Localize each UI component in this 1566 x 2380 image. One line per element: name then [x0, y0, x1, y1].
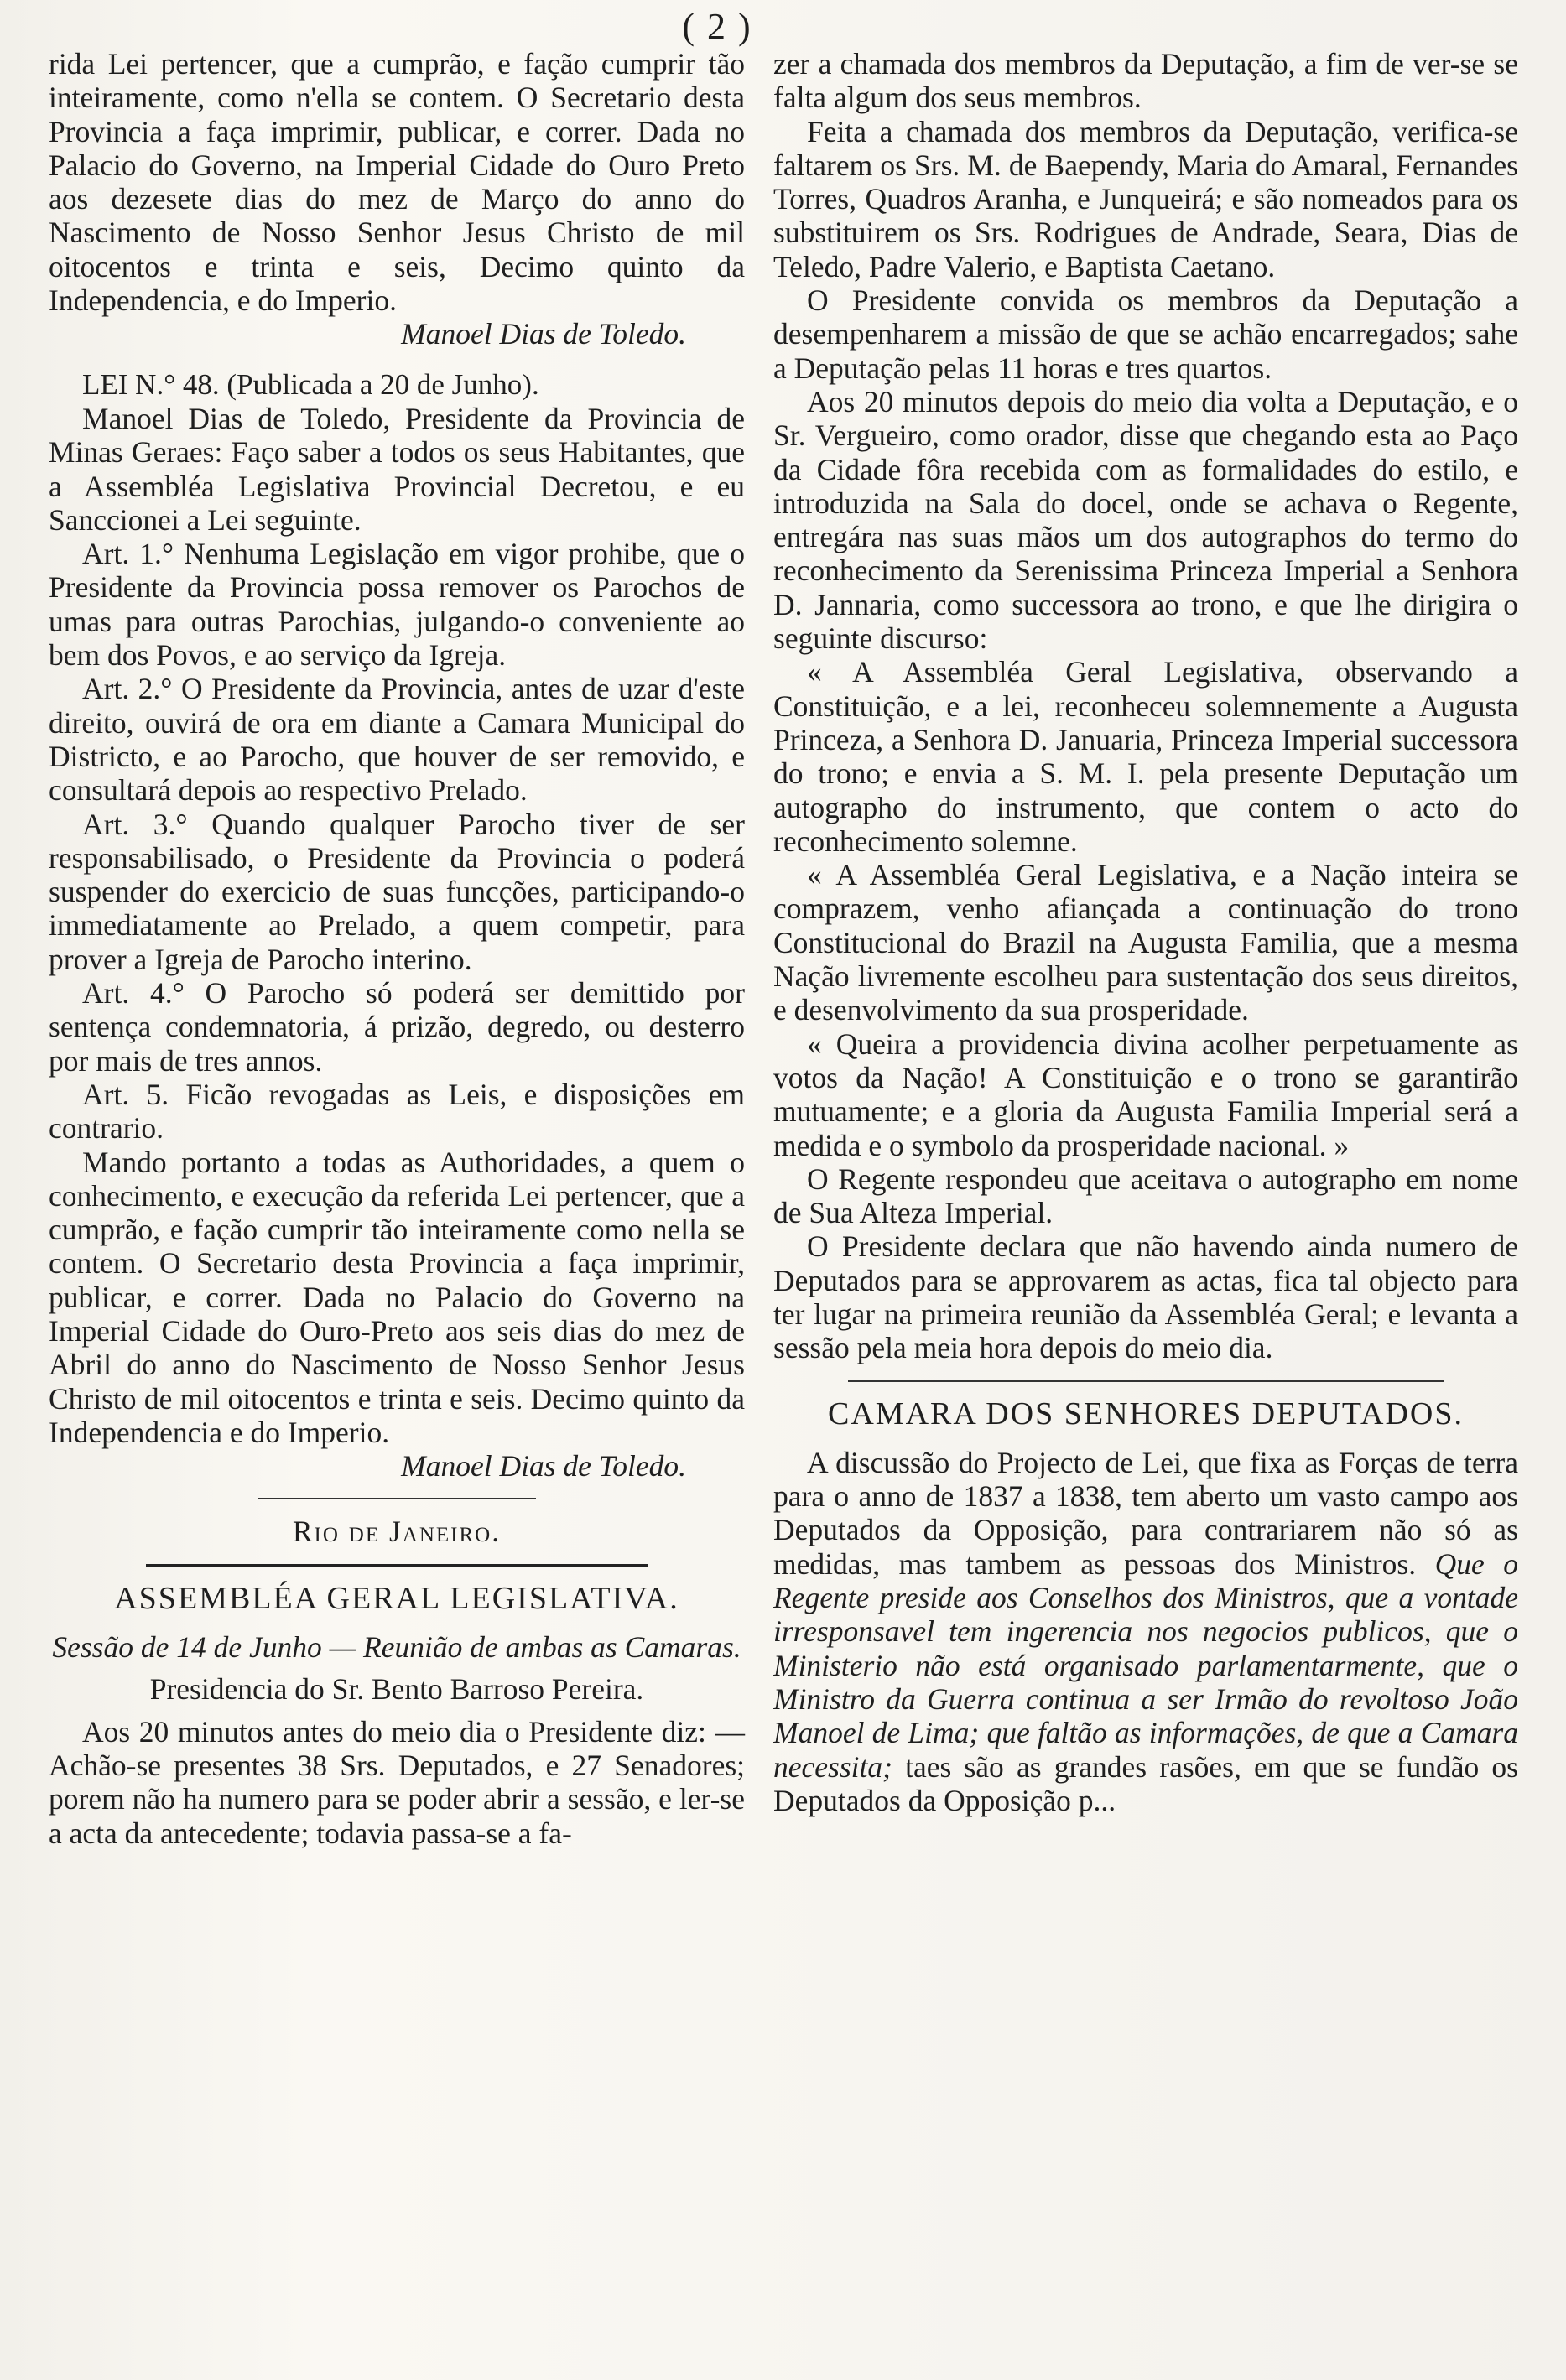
- quotation-paragraph: « Queira a providencia divina acolher perpetuamente as votos da Nação! A Constituição e o trono se garantirão mutuamente; e a gloria da Augusta Familia Imperial será a medida e o symbolo da prosperidade nacional. »: [773, 1026, 1518, 1162]
- paragraph: O Regente respondeu que aceitava o autographo em nome de Sua Alteza Imperial.: [773, 1161, 1518, 1230]
- page-number: ( 2 ): [682, 6, 752, 47]
- quotation-paragraph: « A Assembléa Geral Legislativa, observando a Constituição, e a lei, reconheceu solemnemente a Augusta Princeza, a Senhora D. Januaria, Princeza Imperial successora do trono; e envia a S. M. I. pela presente Deputação um autographo do instrumento, que contem o acto do reconhecimento solemne.: [773, 655, 1518, 858]
- paragraph: Aos 20 minutos depois do meio dia volta a Deputação, e o Sr. Vergueiro, como orador, disse que chegando esta ao Paço da Cidade fôra recebida com as formalidades do estilo, e introduzida na Sala do docel, onde se achava o Regente, entregára nas suas mãos um dos autographos do termo do reconhecimento da Serenissima Princeza Imperial a Senhora D. Jannaria, como successora ao trono, e que lhe dirigira o seguinte discurso:: [773, 384, 1518, 656]
- section-title: CAMARA DOS SENHORES DEPUTADOS.: [828, 1395, 1464, 1432]
- section-divider: [258, 1498, 536, 1499]
- session-opening-paragraph: Aos 20 minutos antes do meio dia o Presidente diz: — Achão-se presentes 38 Srs. Deputados, e 27 Senadores; porem não ha numero para se poder abrir a sessão, e ler-se a acta da antecedente; todavia passa-se a fa-: [49, 1714, 745, 1850]
- law-closing: Mando portanto a todas as Authoridades, a quem o conhecimento, e execução da referida Lei pertencer, que a cumprão, e fação cumprir tão inteiramente como nella se contem. O Secretario desta Provincia a faça imprimir, publicar, e correr. Dada no Palacio do Governo na Imperial Cidade do Ouro-Preto aos seis dias do mez de Abril do anno do Nascimento de Nosso Senhor Jesus Christo de mil oitocentos e trinta e seis. Decimo quinto da Independencia e do Imperio.: [49, 1145, 745, 1449]
- right-column: [773, 47, 1518, 1817]
- section-divider: [146, 1564, 648, 1567]
- left-column: [49, 47, 745, 1850]
- law-article-5: Art. 5. Ficão revogadas as Leis, e disposições em contrario.: [49, 1077, 745, 1146]
- law-article-3: Art. 3.° Quando qualquer Parocho tiver de ser responsabilisado, o Presidente da Provincia o poderá suspender do exercicio de suas funcções, participando-o immediatamente ao Prelado, a quem competir, para prover a Igreja de Parocho interino.: [49, 807, 745, 976]
- final-paragraph: [773, 1446, 1518, 1817]
- final-paragraph-start: A discussão do Projecto de Lei, que fixa as Forças de terra para o anno de 1837 a 1838, tem aberto um vasto campo aos Deputados da Opposição, para contrariarem não só as medidas, mas tambem as pessoas dos Ministros.: [773, 1445, 1518, 1581]
- presidency-line: Presidencia do Sr. Bento Barroso Pereira.: [149, 1672, 644, 1707]
- dateline: Rio de Janeiro.: [292, 1515, 502, 1549]
- paragraph: zer a chamada dos membros da Deputação, a fim de ver-se se falta algum dos seus membros.: [773, 47, 1518, 115]
- quotation-paragraph: « A Assembléa Geral Legislativa, e a Nação inteira se comprazem, venho afiançada a continuação do trono Constitucional do Brazil na Augusta Familia, que a mesma Nação livremente escolheu para sustentação dos seus direitos, e desenvolvimento da sua prosperidade.: [773, 858, 1518, 1027]
- paragraph: O Presidente convida os membros da Deputação a desempenharem a missão de que se achão encarregados; sahe a Deputação pelas 11 horas e tres quartos.: [773, 283, 1518, 385]
- final-paragraph-end: taes são as grandes rasões, em que se fundão os Deputados da Opposição p...: [773, 1749, 1518, 1817]
- previous-law-signature: Manoel Dias de Toledo.: [401, 317, 686, 351]
- section-title: ASSEMBLÉA GERAL LEGISLATIVA.: [114, 1580, 679, 1616]
- session-line: Sessão de 14 de Junho — Reunião de ambas as Camaras.: [52, 1630, 741, 1665]
- paragraph: O Presidente declara que não havendo ainda numero de Deputados para se approvarem as actas, fica tal objecto para ter lugar na primeira reunião da Assembléa Geral; e levanta a sessão pela meia hora depois do meio dia.: [773, 1229, 1518, 1365]
- law-heading: LEI N.° 48. (Publicada a 20 de Junho).: [82, 367, 539, 401]
- law-intro: Manoel Dias de Toledo, Presidente da Provincia de Minas Geraes: Faço saber a todos os seus Habitantes, que a Assembléa Legislativa Provincial Decretou, e eu Sanccionei a Lei seguinte.: [49, 401, 745, 537]
- law-article-2: Art. 2.° O Presidente da Provincia, antes de uzar d'este direito, ouvirá de ora em diante a Camara Municipal do Districto, e ao Parocho, que houver de ser removido, e consultará depois ao respectivo Prelado.: [49, 672, 745, 808]
- previous-law-ending: rida Lei pertencer, que a cumprão, e fação cumprir tão inteiramente, como n'ella se contem. O Secretario desta Provincia a faça imprimir, publicar, e correr. Dada no Palacio do Governo, na Imperial Cidade do Ouro Preto aos dezesete dias do mez de Março do anno do Nascimento de Nosso Senhor Jesus Christo de mil oitocentos e trinta e seis, Decimo quinto da Independencia, e do Imperio.: [49, 47, 745, 318]
- law-article-4: Art. 4.° O Parocho só poderá ser demittido por sentença condemnatoria, á prizão, degredo, ou desterro por mais de tres annos.: [49, 976, 745, 1078]
- law-signature: Manoel Dias de Toledo.: [401, 1449, 686, 1484]
- paragraph: Feita a chamada dos membros da Deputação, verifica-se faltarem os Srs. M. de Baependy, Maria do Amaral, Fernandes Torres, Quadros Aranha, e Junqueirá; e são nomeados para os substituirem os Srs. Rodrigues de Andrade, Seara, Dias de Teledo, Padre Valerio, e Baptista Caetano.: [773, 114, 1518, 283]
- law-article-1: Art. 1.° Nenhuma Legislação em vigor prohibe, que o Presidente da Provincia possa remover os Parochos de umas para outras Parochias, julgando-o conveniente ao bem dos Povos, e ao serviço da Igreja.: [49, 537, 745, 673]
- ornamental-divider: [848, 1380, 1444, 1382]
- final-paragraph-italic: Que o Regente preside aos Conselhos dos Ministros, que a vontade irresponsavel tem ingerencia nos negocios publicos, que o Ministerio não está organisado parlamentarmente, que o Ministro da Guerra continua a ser Irmão do revoltoso João Manoel de Lima; que faltão as informações, de que a Camara necessita;: [773, 1546, 1518, 1784]
